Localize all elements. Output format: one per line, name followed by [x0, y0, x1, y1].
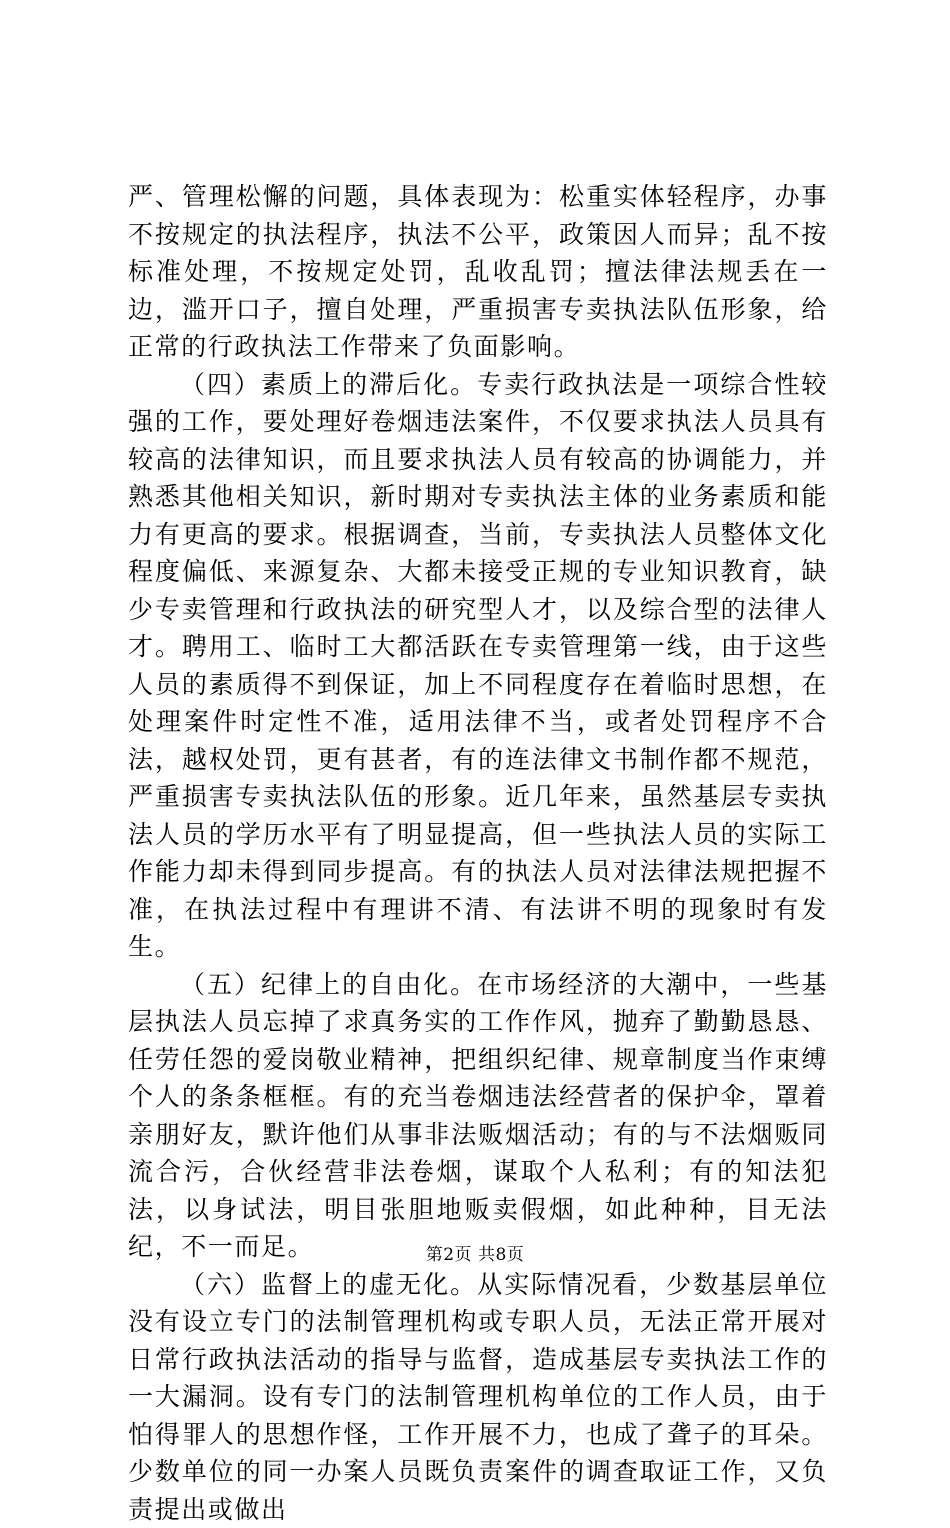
- paragraph-section-6: （六）监督上的虚无化。从实际情况看，少数基层单位没有设立专门的法制管理机构或专职人员，无法正常开展对日常行政执法活动的指导与监督，造成基层专卖执法工作的一大漏洞。设有专门的法制管理机构单位的工作人员，由于怕得罪人的思想作怪，工作开展不力，也成了聋子的耳朵。少数单位的同一办案人员既负责案件的调查取证工作，又负责提出或做出: [128, 1266, 828, 1528]
- paragraph-continuation: 严、管理松懈的问题，具体表现为：松重实体轻程序，办事不按规定的执法程序，执法不公平，政策因人而异；乱不按标准处理，不按规定处罚，乱收乱罚；擅法律法规丢在一边，滥开口子，擅自处理，严重损害专卖执法队伍形象，给正常的行政执法工作带来了负面影响。: [128, 178, 828, 366]
- body-text: [128, 178, 828, 1528]
- page-number-label: 第2页 共8页: [426, 1245, 525, 1265]
- paragraph-section-4: （四）素质上的滞后化。专卖行政执法是一项综合性较强的工作，要处理好卷烟违法案件，不仅要求执法人员具有较高的法律知识，而且要求执法人员有较高的协调能力，并熟悉其他相关知识，新时期对专卖执法主体的业务素质和能力有更高的要求。根据调查，当前，专卖执法人员整体文化程度偏低、来源复杂、大都未接受正规的专业知识教育，缺少专卖管理和行政执法的研究型人才，以及综合型的法律人才。聘用工、临时工大都活跃在专卖管理第一线，由于这些人员的素质得不到保证，加上不同程度存在着临时思想，在处理案件时定性不准，适用法律不当，或者处罚程序不合法，越权处罚，更有甚者，有的连法律文书制作都不规范，严重损害专卖执法队伍的形象。近几年来，虽然基层专卖执法人员的学历水平有了明显提高，但一些执法人员的实际工作能力却未得到同步提高。有的执法人员对法律法规把握不准，在执法过程中有理讲不清、有法讲不明的现象时有发生。: [128, 366, 828, 966]
- paragraph-section-5: （五）纪律上的自由化。在市场经济的大潮中，一些基层执法人员忘掉了求真务实的工作作风，抛弃了勤勤恳恳、任劳任怨的爱岗敬业精神，把组织纪律、规章制度当作束缚个人的条条框框。有的充当卷烟违法经营者的保护伞，罩着亲朋好友，默许他们从事非法贩烟活动；有的与不法烟贩同流合污，合伙经营非法卷烟，谋取个人私利；有的知法犯法，以身试法，明目张胆地贩卖假烟，如此种种，目无法纪，不一而足。: [128, 966, 828, 1266]
- page-footer: [0, 1243, 950, 1267]
